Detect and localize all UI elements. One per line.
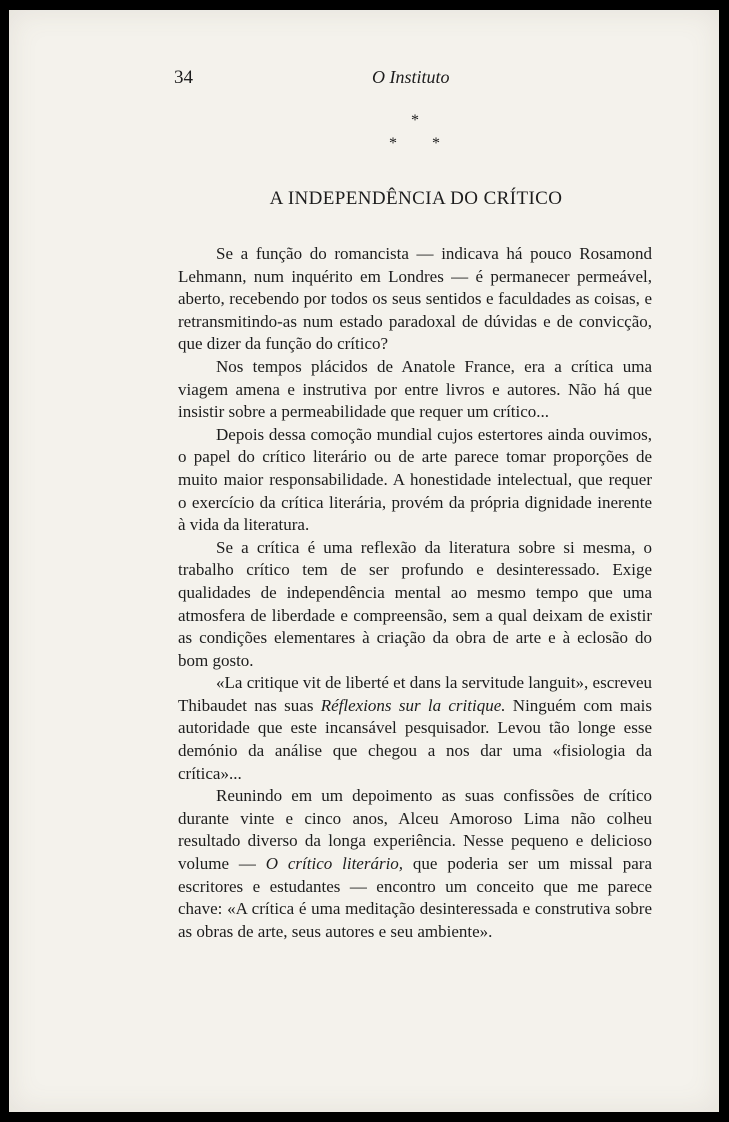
paragraph-6-text-before: Reunindo em um depoimento as suas confissões de crítico durante vinte e cinco anos, Alceu Amoroso Lima não colheu resultado diverso da longa experiência. Nesse pequeno e delicioso volume —	[178, 786, 652, 874]
paragraph-5-text-after: Ninguém com mais autoridade que este incansável pesquisador. Levou tão longe esse demónio da análise que chegou a nos dar uma «fisiologia da crítica»...	[178, 695, 653, 783]
paragraph-2: Nos tempos plácidos de Anatole France, era a crítica uma viagem amena e instrutiva por entre livros e autores. Não há que insistir sobre a permeabilidade que requer um crítico...	[178, 356, 652, 422]
book-title-critico-literario: O crítico literário,	[265, 854, 404, 874]
paragraph-6-text-after: que poderia ser um missal para escritores e estudantes — encontro um conceito que me parece chave: «A crítica é uma meditação desinteressada e construtiva sobre as obras de arte, seus autores e seu ambiente».	[178, 854, 653, 941]
paragraph-3: Depois dessa comoção mundial cujos estertores ainda ouvimos, o papel do crítico literário ou de arte parece tomar proporções de muito maior responsabilidade. A honestidade intelectual, que requer o exercício da crítica literária, provém da própria dignidade inerente à vida da literatura.	[178, 424, 652, 535]
paragraph-6	[178, 785, 652, 943]
asterism-star-top: *	[411, 112, 419, 129]
asterism-star-left: *	[389, 135, 397, 152]
paragraph-5-text-before: «La critique vit de liberté et dans la servitude languit», escreveu Thibaudet nas suas	[178, 673, 652, 715]
paragraph-5	[178, 672, 652, 785]
page-number: 34	[174, 67, 193, 88]
running-title: O Instituto	[372, 67, 450, 87]
paragraph-4: Se a crítica é uma reflexão da literatura sobre si mesma, o trabalho crítico tem de ser profundo e desinteressado. Exige qualidades de independência mental ao mesmo tempo que uma atmosfera de liberdade e compreensão, sem a qual deixam de existir as condições elementares à criação da obra de arte e à eclosão do bom gosto.	[178, 537, 652, 670]
asterism-star-right: *	[432, 135, 440, 152]
paragraph-1: Se a função do romancista — indicava há pouco Rosamond Lehmann, num inquérito em Londres — é permanecer permeável, aberto, recebendo por todos os seus sentidos e faculdades as coisas, e retransmitindo-as num estado paradoxal de dúvidas e de convicção, que dizer da função do crítico?	[178, 244, 652, 354]
article-title: A INDEPENDÊNCIA DO CRÍTICO	[269, 188, 563, 209]
article-body	[178, 243, 652, 943]
book-title-reflexions: Réflexions sur la critique.	[320, 695, 506, 715]
